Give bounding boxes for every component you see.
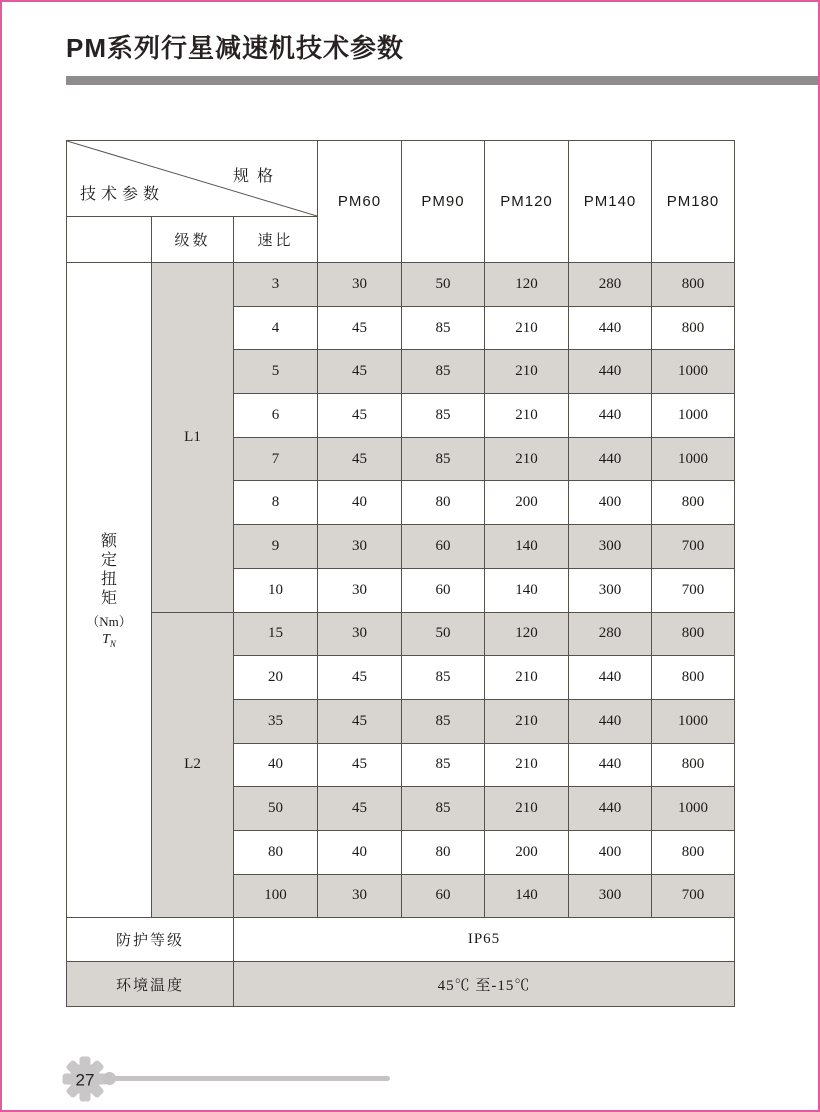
ratio-cell: 9 xyxy=(234,525,318,569)
torque-value-cell: 60 xyxy=(402,568,485,612)
torque-value-cell: 40 xyxy=(318,830,402,874)
torque-value-cell: 800 xyxy=(652,306,735,350)
torque-value-cell: 60 xyxy=(402,525,485,569)
torque-value-cell: 800 xyxy=(652,743,735,787)
model-header: PM140 xyxy=(569,141,652,263)
torque-value-cell: 45 xyxy=(318,787,402,831)
torque-value-cell: 440 xyxy=(569,787,652,831)
torque-value-cell: 440 xyxy=(569,394,652,438)
ambient-temperature-value: 45℃ 至-15℃ xyxy=(234,962,735,1007)
model-header: PM180 xyxy=(652,141,735,263)
torque-value-cell: 1000 xyxy=(652,437,735,481)
ratio-cell: 20 xyxy=(234,656,318,700)
torque-value-cell: 700 xyxy=(652,568,735,612)
title-divider-bar xyxy=(66,76,818,85)
torque-value-cell: 440 xyxy=(569,437,652,481)
torque-value-cell: 300 xyxy=(569,874,652,918)
table-row xyxy=(67,263,735,307)
torque-value-cell: 200 xyxy=(485,481,569,525)
torque-value-cell: 50 xyxy=(402,612,485,656)
torque-value-cell: 60 xyxy=(402,874,485,918)
torque-value-cell: 85 xyxy=(402,743,485,787)
torque-value-cell: 120 xyxy=(485,263,569,307)
ratio-cell: 35 xyxy=(234,699,318,743)
torque-value-cell: 280 xyxy=(569,612,652,656)
torque-value-cell: 85 xyxy=(402,350,485,394)
footer-decorative-line xyxy=(112,1076,390,1081)
torque-value-cell: 440 xyxy=(569,350,652,394)
torque-value-cell: 210 xyxy=(485,394,569,438)
rated-torque-symbol: $T_N$ xyxy=(102,631,116,649)
torque-value-cell: 40 xyxy=(318,481,402,525)
torque-value-cell: 210 xyxy=(485,350,569,394)
ratio-cell: 3 xyxy=(234,263,318,307)
torque-value-cell: 120 xyxy=(485,612,569,656)
torque-value-cell: 700 xyxy=(652,525,735,569)
stage-header: 级数 xyxy=(152,217,234,263)
blank-header-cell xyxy=(67,217,152,263)
page-number-gear-icon xyxy=(62,1056,108,1102)
torque-value-cell: 45 xyxy=(318,394,402,438)
torque-value-cell: 800 xyxy=(652,656,735,700)
ratio-cell: 6 xyxy=(234,394,318,438)
torque-value-cell: 440 xyxy=(569,306,652,350)
torque-value-cell: 30 xyxy=(318,874,402,918)
torque-value-cell: 80 xyxy=(402,830,485,874)
ratio-cell: 5 xyxy=(234,350,318,394)
torque-value-cell: 440 xyxy=(569,699,652,743)
torque-value-cell: 210 xyxy=(485,656,569,700)
torque-value-cell: 140 xyxy=(485,568,569,612)
table-row xyxy=(67,612,735,656)
rated-torque-header xyxy=(67,263,152,918)
torque-value-cell: 85 xyxy=(402,306,485,350)
torque-value-cell: 85 xyxy=(402,699,485,743)
torque-value-cell: 30 xyxy=(318,612,402,656)
torque-value-cell: 210 xyxy=(485,787,569,831)
ratio-cell: 4 xyxy=(234,306,318,350)
torque-value-cell: 45 xyxy=(318,437,402,481)
torque-value-cell: 440 xyxy=(569,656,652,700)
torque-value-cell: 30 xyxy=(318,263,402,307)
ratio-cell: 40 xyxy=(234,743,318,787)
torque-value-cell: 700 xyxy=(652,874,735,918)
torque-value-cell: 440 xyxy=(569,743,652,787)
torque-value-cell: 45 xyxy=(318,699,402,743)
torque-value-cell: 300 xyxy=(569,525,652,569)
torque-value-cell: 140 xyxy=(485,874,569,918)
stage-group-cell: L2 xyxy=(152,612,234,918)
model-header: PM90 xyxy=(402,141,485,263)
ambient-temperature-label: 环境温度 xyxy=(67,962,234,1007)
spec-table xyxy=(66,140,735,1007)
torque-value-cell: 800 xyxy=(652,263,735,307)
ratio-cell: 8 xyxy=(234,481,318,525)
torque-value-cell: 300 xyxy=(569,568,652,612)
corner-header-cell xyxy=(67,141,318,217)
torque-value-cell: 1000 xyxy=(652,699,735,743)
torque-value-cell: 45 xyxy=(318,306,402,350)
ratio-cell: 100 xyxy=(234,874,318,918)
ratio-cell: 50 xyxy=(234,787,318,831)
torque-value-cell: 50 xyxy=(402,263,485,307)
torque-value-cell: 200 xyxy=(485,830,569,874)
page-number: 27 xyxy=(75,1070,95,1090)
torque-value-cell: 210 xyxy=(485,699,569,743)
corner-params-label: 技术参数 xyxy=(80,186,165,203)
ratio-header: 速比 xyxy=(234,217,318,263)
torque-value-cell: 80 xyxy=(402,481,485,525)
torque-value-cell: 800 xyxy=(652,481,735,525)
torque-value-cell: 800 xyxy=(652,830,735,874)
model-header: PM60 xyxy=(318,141,402,263)
ratio-cell: 7 xyxy=(234,437,318,481)
torque-value-cell: 85 xyxy=(402,656,485,700)
model-header: PM120 xyxy=(485,141,569,263)
torque-value-cell: 30 xyxy=(318,568,402,612)
torque-value-cell: 45 xyxy=(318,656,402,700)
corner-spec-label: 规格 xyxy=(233,168,282,185)
torque-value-cell: 85 xyxy=(402,787,485,831)
torque-value-cell: 210 xyxy=(485,437,569,481)
protection-grade-label: 防护等级 xyxy=(67,918,234,962)
torque-value-cell: 280 xyxy=(569,263,652,307)
protection-grade-value: IP65 xyxy=(234,918,735,962)
page-title: PM系列行星减速机技术参数 xyxy=(66,33,405,63)
torque-value-cell: 45 xyxy=(318,350,402,394)
ratio-cell: 15 xyxy=(234,612,318,656)
torque-value-cell: 85 xyxy=(402,394,485,438)
ratio-cell: 10 xyxy=(234,568,318,612)
torque-value-cell: 800 xyxy=(652,612,735,656)
torque-value-cell: 210 xyxy=(485,743,569,787)
torque-value-cell: 85 xyxy=(402,437,485,481)
torque-value-cell: 140 xyxy=(485,525,569,569)
rated-torque-unit: （Nm） xyxy=(86,613,132,629)
torque-value-cell: 1000 xyxy=(652,350,735,394)
torque-value-cell: 1000 xyxy=(652,787,735,831)
torque-value-cell: 30 xyxy=(318,525,402,569)
torque-value-cell: 45 xyxy=(318,743,402,787)
torque-value-cell: 400 xyxy=(569,830,652,874)
torque-value-cell: 1000 xyxy=(652,394,735,438)
torque-value-cell: 400 xyxy=(569,481,652,525)
ratio-cell: 80 xyxy=(234,830,318,874)
torque-value-cell: 210 xyxy=(485,306,569,350)
rated-torque-label: 额定扭矩 xyxy=(100,532,117,608)
stage-group-cell: L1 xyxy=(152,263,234,613)
